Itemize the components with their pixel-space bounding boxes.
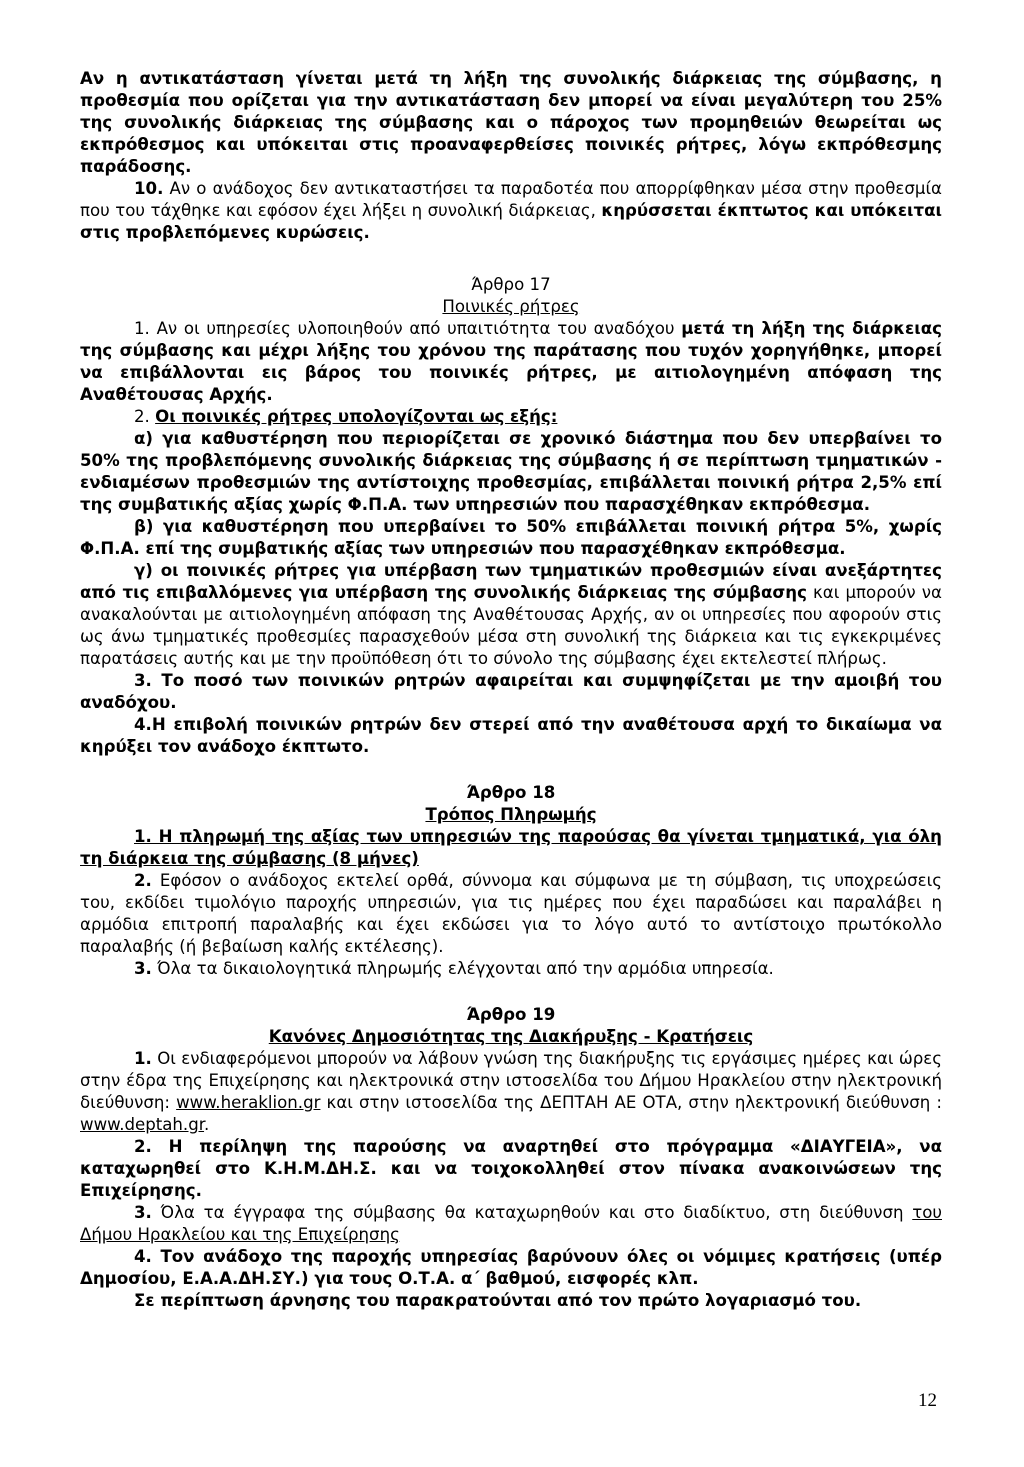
article-17-title: Άρθρο 17 bbox=[471, 275, 551, 294]
intro-paragraph: Αν η αντικατάσταση γίνεται μετά τη λήξη της συνολικής διάρκειας της σύμβασης, η προθεσμία που ορίζεται για την αντικατάσταση δεν μπορεί να είναι μεγαλύτερη του 25% της συνολικής διάρκειας της σύμβασης και ο πάροχος των προμηθειών θεωρείται ως εκπρόθεσμος και υπόκειται στις προαναφερθείσες ποινικές ρήτρες, λόγω εκπρόθεσμης παράδοσης. bbox=[80, 69, 942, 176]
paragraph-10-text: Αν ο ανάδοχος δεν αντικαταστήσει τα παραδοτέα που απορρίφθηκαν μέσα στην προθεσμία που του τάχθηκε και εφόσον έχει λήξει η συνολική διάρκειας, bbox=[80, 179, 942, 220]
article-19-paragraph-3 bbox=[80, 1202, 942, 1246]
article-17-subtitle: Ποινικές ρήτρες bbox=[442, 297, 580, 316]
article-19-paragraph-4: 4. Τον ανάδοχο της παροχής υπηρεσίας βαρύνουν όλες οι νόμιμες κρατήσεις (υπέρ Δημοσίου, Ε.Α.Α.ΔΗ.ΣΥ.) για τους Ο.Τ.Α. α΄ βαθμού, εισφορές κλπ. bbox=[80, 1247, 942, 1288]
article-17-paragraph-2 bbox=[80, 406, 942, 428]
article-17-item-a: α) για καθυστέρηση που περιορίζεται σε χρονικό διάστημα που δεν υπερβαίνει το 50% της προβλεπόμενης συνολικής διάρκειας της σύμβασης ή σε περίπτωση τμηματικών - ενδιαμέσων προθεσμιών της αντίστοιχης προθεσμίας, επιβάλλεται ποινική ρήτρα 2,5% επί της συμβατικής αξίας χωρίς Φ.Π.Α. των υπηρεσιών που παρασχέθηκαν εκπρόθεσμα. bbox=[80, 429, 942, 514]
article-18-paragraph-2 bbox=[80, 870, 942, 958]
article-17-item-b: β) για καθυστέρηση που υπερβαίνει το 50% επιβάλλεται ποινική ρήτρα 5%, χωρίς Φ.Π.Α. επί της συμβατικής αξίας των υπηρεσιών που παρασχέθηκαν εκπρόθεσμα. bbox=[80, 517, 942, 558]
article-19-paragraph-2: 2. Η περίληψη της παρούσης να αναρτηθεί στο πρόγραμμα «ΔΙΑΥΓΕΙΑ», να καταχωρηθεί στο Κ.Η.Μ.ΔΗ.Σ. και να τοιχοκολληθεί στον πίνακα ανακοινώσεων της Επιχείρησης. bbox=[80, 1137, 942, 1200]
article-19-title: Άρθρο 19 bbox=[466, 1005, 556, 1024]
article-18-title: Άρθρο 18 bbox=[466, 783, 556, 802]
a17-p2-heading: Οι ποινικές ρήτρες υπολογίζονται ως εξής: bbox=[155, 407, 558, 426]
a17-p1-bold: μετά τη λήξη της διάρκειας της σύμβασης και μέχρι λήξης του χρόνου της παράτασης που τυχόν χορηγήθηκε, μπορεί να επιβάλλονται εις βάρος του ποινικές ρήτρες, με αιτιολογημένη απόφαση της Αναθέτουσας Αρχής. bbox=[80, 319, 942, 404]
document-page bbox=[80, 68, 942, 1312]
article-17 bbox=[80, 274, 942, 758]
paragraph-10-number: 10. bbox=[134, 179, 164, 198]
a17-item-c-text: και μπορούν να ανακαλούνται με αιτιολογημένη απόφαση της Αναθέτουσας Αρχής, αν οι υπηρεσίες που αφορούν στις ως άνω τμηματικές προθεσμίες παρασχεθούν μέσα στη συνολική της διάρκεια και τις εγκεκριμένες παρατάσεις αυτής και με την προϋπόθεση ότι το σύνολο της σύμβασης έχει εκτελεστεί πλήρως. bbox=[80, 583, 942, 668]
a18-p3-text: Όλα τα δικαιολογητικά πληρωμής ελέγχονται από την αρμόδια υπηρεσία. bbox=[151, 959, 774, 978]
a18-p2-number: 2. bbox=[134, 871, 152, 890]
article-19-paragraph-5: Σε περίπτωση άρνησης του παρακρατούνται από τον πρώτο λογαριασμό του. bbox=[134, 1291, 862, 1310]
a19-p3-text: Όλα τα έγγραφα της σύμβασης θα καταχωρηθούν και στο διαδίκτυο, στη διεύθυνση bbox=[151, 1203, 913, 1222]
a19-p1-text-a: Οι ενδιαφερόμενοι μπορούν να λάβουν γνώση της διακήρυξης τις εργάσιμες ημέρες και ώρες στην έδρα της Επιχείρησης και ηλεκτρονικά στην ιστοσελίδα του Δήμου Ηρακλείου στην ηλεκτρονική διεύθυνση: bbox=[80, 1049, 942, 1112]
paragraph-10-bold: κηρύσσεται έκπτωτος και υπόκειται στις προβλεπόμενες κυρώσεις. bbox=[80, 201, 942, 242]
a19-p1-number: 1. bbox=[134, 1049, 152, 1068]
a17-p2-number: 2. bbox=[134, 407, 150, 426]
a19-p1-text-c: . bbox=[204, 1115, 210, 1134]
article-19-subtitle: Κανόνες Δημοσιότητας της Διακήρυξης - Κρατήσεις bbox=[268, 1027, 754, 1046]
a18-p2-text: Εφόσον ο ανάδοχος εκτελεί ορθά, σύννομα και σύμφωνα με τη σύμβαση, τις υποχρεώσεις του, εκδίδει τιμολόγιο παροχής υπηρεσιών, για τις ημέρες που έχει παραδώσει και παραλάβει η αρμόδια επιτροπή παραλαβής και έχει εκδώσει για το λόγο αυτό το αντίστοιχο πρωτόκολλο παραλαβής (ή βεβαίωση καλής εκτέλεσης). bbox=[80, 871, 942, 956]
article-19-paragraph-1 bbox=[80, 1048, 942, 1136]
article-17-item-c bbox=[80, 560, 942, 670]
deptah-link[interactable]: www.deptah.gr bbox=[80, 1115, 205, 1134]
article-18-paragraph-1: 1. Η πληρωμή της αξίας των υπηρεσιών της παρούσας θα γίνεται τμηματικά, για όλη τη διάρκεια της σύμβασης (8 μήνες) bbox=[80, 827, 942, 868]
a17-p1-number: 1. bbox=[134, 319, 150, 338]
article-17-paragraph-4: 4.Η επιβολή ποινικών ρητρών δεν στερεί από την αναθέτουσα αρχή το δικαίωμα να κηρύξει τον ανάδοχο έκπτωτο. bbox=[80, 715, 942, 756]
a19-p3-link-text: του Δήμου Ηρακλείου και της Επιχείρησης bbox=[80, 1203, 942, 1244]
paragraph-10 bbox=[80, 178, 942, 244]
article-17-paragraph-1 bbox=[80, 318, 942, 406]
page-number: 12 bbox=[918, 1390, 937, 1411]
heraklion-link[interactable]: www.heraklion.gr bbox=[176, 1093, 321, 1112]
a19-p3-number: 3. bbox=[134, 1203, 152, 1222]
a19-p1-text-b: και στην ιστοσελίδα της ΔΕΠΤΑΗ ΑΕ ΟΤΑ, στην ηλεκτρονική διεύθυνση : bbox=[320, 1093, 943, 1112]
a17-item-c-bold: γ) οι ποινικές ρήτρες για υπέρβαση των τμηματικών προθεσμιών είναι ανεξάρτητες από τις επιβαλλόμενες για υπέρβαση της συνολικής διάρκειας της σύμβασης bbox=[80, 561, 942, 602]
article-18-paragraph-3 bbox=[80, 958, 942, 980]
article-18 bbox=[80, 782, 942, 980]
article-19 bbox=[80, 1004, 942, 1312]
article-18-subtitle: Τρόπος Πληρωμής bbox=[425, 805, 597, 824]
article-17-paragraph-3: 3. Το ποσό των ποινικών ρητρών αφαιρείται και συμψηφίζεται με την αμοιβή του αναδόχου. bbox=[80, 671, 942, 712]
a18-p3-number: 3. bbox=[134, 959, 152, 978]
a17-p1-text: Αν οι υπηρεσίες υλοποιηθούν από υπαιτιότητα του αναδόχου bbox=[149, 319, 682, 338]
